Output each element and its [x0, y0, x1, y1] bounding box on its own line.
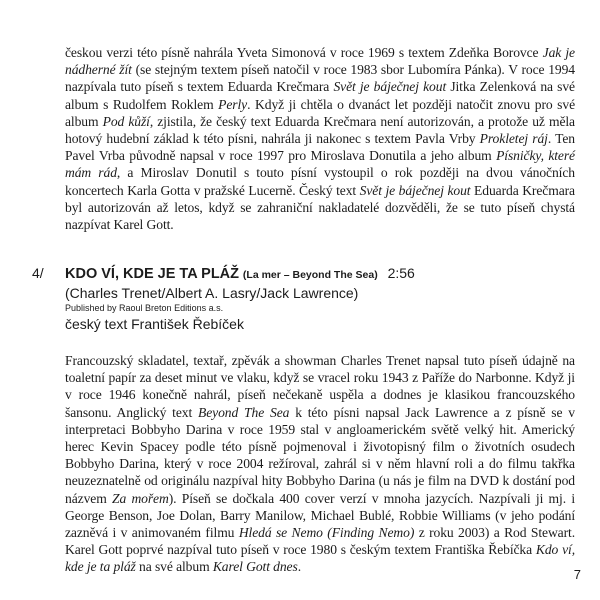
italic-title-run: Beyond The Sea: [198, 404, 290, 420]
page-number: 7: [573, 567, 581, 582]
text-run: (se stejným textem píseň natočil v roce 1983 sbor Lubomíra Pánka). V roce 1994 nazpívala tuto píseň s textem Eduarda Krečmara: [65, 62, 575, 95]
song-authors: (Charles Trenet/Albert A. Lasry/Jack Lawrence): [65, 285, 359, 301]
text-run: . Když ji chtěla o dvanáct let později natočit znovu pro své album: [65, 96, 576, 129]
text-run: k této písni napsal Jack Lawrence a z písně se v interpretaci Bobbyho Darina v roce 1959 stal v angloamerickém světě velký hit. Americký herec Kevin Spacey podle této písně pojmenoval i životopisný film o životních osudech Bobbyho Darina, který v roce 2004 režíroval, zahrál si v něm hlavní roli a do filmu takřka neuzeznatelně od originálu nazpíval hity Bobbyho Darina (u nás je film na DVD k dostání pod názvem: [65, 404, 575, 506]
song-czech-lyricist: český text František Řebíček: [65, 316, 244, 332]
italic-title-run: Karel Gott dnes: [212, 559, 298, 575]
italic-title-run: Kdo ví, kde je ta pláž: [65, 542, 575, 575]
intro-paragraph: [65, 44, 575, 233]
text-run: českou verzi této písně nahrála Yveta Simonová v roce 1969 s textem Zdeňka Borovce: [65, 45, 543, 60]
italic-title-run: Jak je nádherné žít: [65, 45, 575, 78]
song-header: [32, 264, 580, 333]
song-title-line: [32, 264, 580, 284]
track-number: 4/: [32, 265, 44, 281]
italic-title-run: Svět je báječnej kout: [333, 79, 447, 95]
italic-title-run: Pod kůží: [102, 113, 150, 129]
text-run: na své album: [135, 559, 213, 575]
text-run: Francouzský skladatel, textař, zpěvák a showman Charles Trenet napsal tuto píseň údajně na toaletní papír za deset minut ve vlaku, když se vracel roku 1943 z Paříže do Narbonne. Když ji v roce 1946 konečně nahrál, píseň nečekaně uspěla a dodnes je klasikou francouzského šansonu. Anglický text: [65, 353, 575, 420]
italic-title-run: Svět je báječnej kout: [359, 182, 471, 198]
text-run: z roku 2003) a Rod Stewart. Karel Gott poprvé nazpíval tuto píseň v roce 1980 s českým textem Františka Řebíčka: [65, 525, 576, 558]
italic-title-run: Písničky, které mám rád: [65, 148, 575, 181]
italic-title-run: Perly: [218, 96, 248, 112]
text-run: Eduarda Krečmara byl autorizován až letos, když se zahraniční nakladatelé dozvěděli, že se tuto píseň chystá nazpívat Karel Gott.: [65, 182, 575, 233]
text-run: Jitka Zelenková na své album s Rudolfem Roklem: [65, 79, 575, 112]
song-original-title: (La mer – Beyond The Sea): [242, 269, 378, 281]
italic-title-run: Hledá se Nemo (Finding Nemo): [238, 525, 415, 541]
italic-title-run: Za mořem: [111, 490, 169, 506]
song-title: KDO VÍ, KDE JE TA PLÁŽ: [65, 266, 240, 282]
text-run: , a Miroslav Donutil s touto písní vystoupil o rok později na dvou vánočních koncertech Karla Gotta v pražské Lucerně. Český text: [65, 165, 575, 198]
text-run: .: [297, 559, 301, 575]
text-run: ). Píseň se dočkala 400 cover verzí v mnoha jazycích. Nazpívali ji mj. i George Benson, Joe Dolan, Barry Manilow, Michael Bublé, Robbie Williams (v jeho podání zazněvá i v animovaném filmu: [65, 490, 575, 541]
song-publisher: Published by Raoul Breton Editions a.s.: [65, 303, 224, 313]
italic-title-run: Prokletej ráj: [479, 131, 548, 147]
song-duration: 2:56: [387, 265, 415, 281]
text-run: . Ten Pavel Vrba původně napsal v roce 1997 pro Miroslava Donutila a jeho album: [65, 131, 575, 164]
song-description-paragraph: [65, 352, 575, 576]
text-run: , zjistila, že český text Eduarda Krečmara není autorizován, a protože už měla hotový hudební základ k této písni, nahrála ji nakonec s textem Pavla Vrby: [65, 113, 575, 147]
